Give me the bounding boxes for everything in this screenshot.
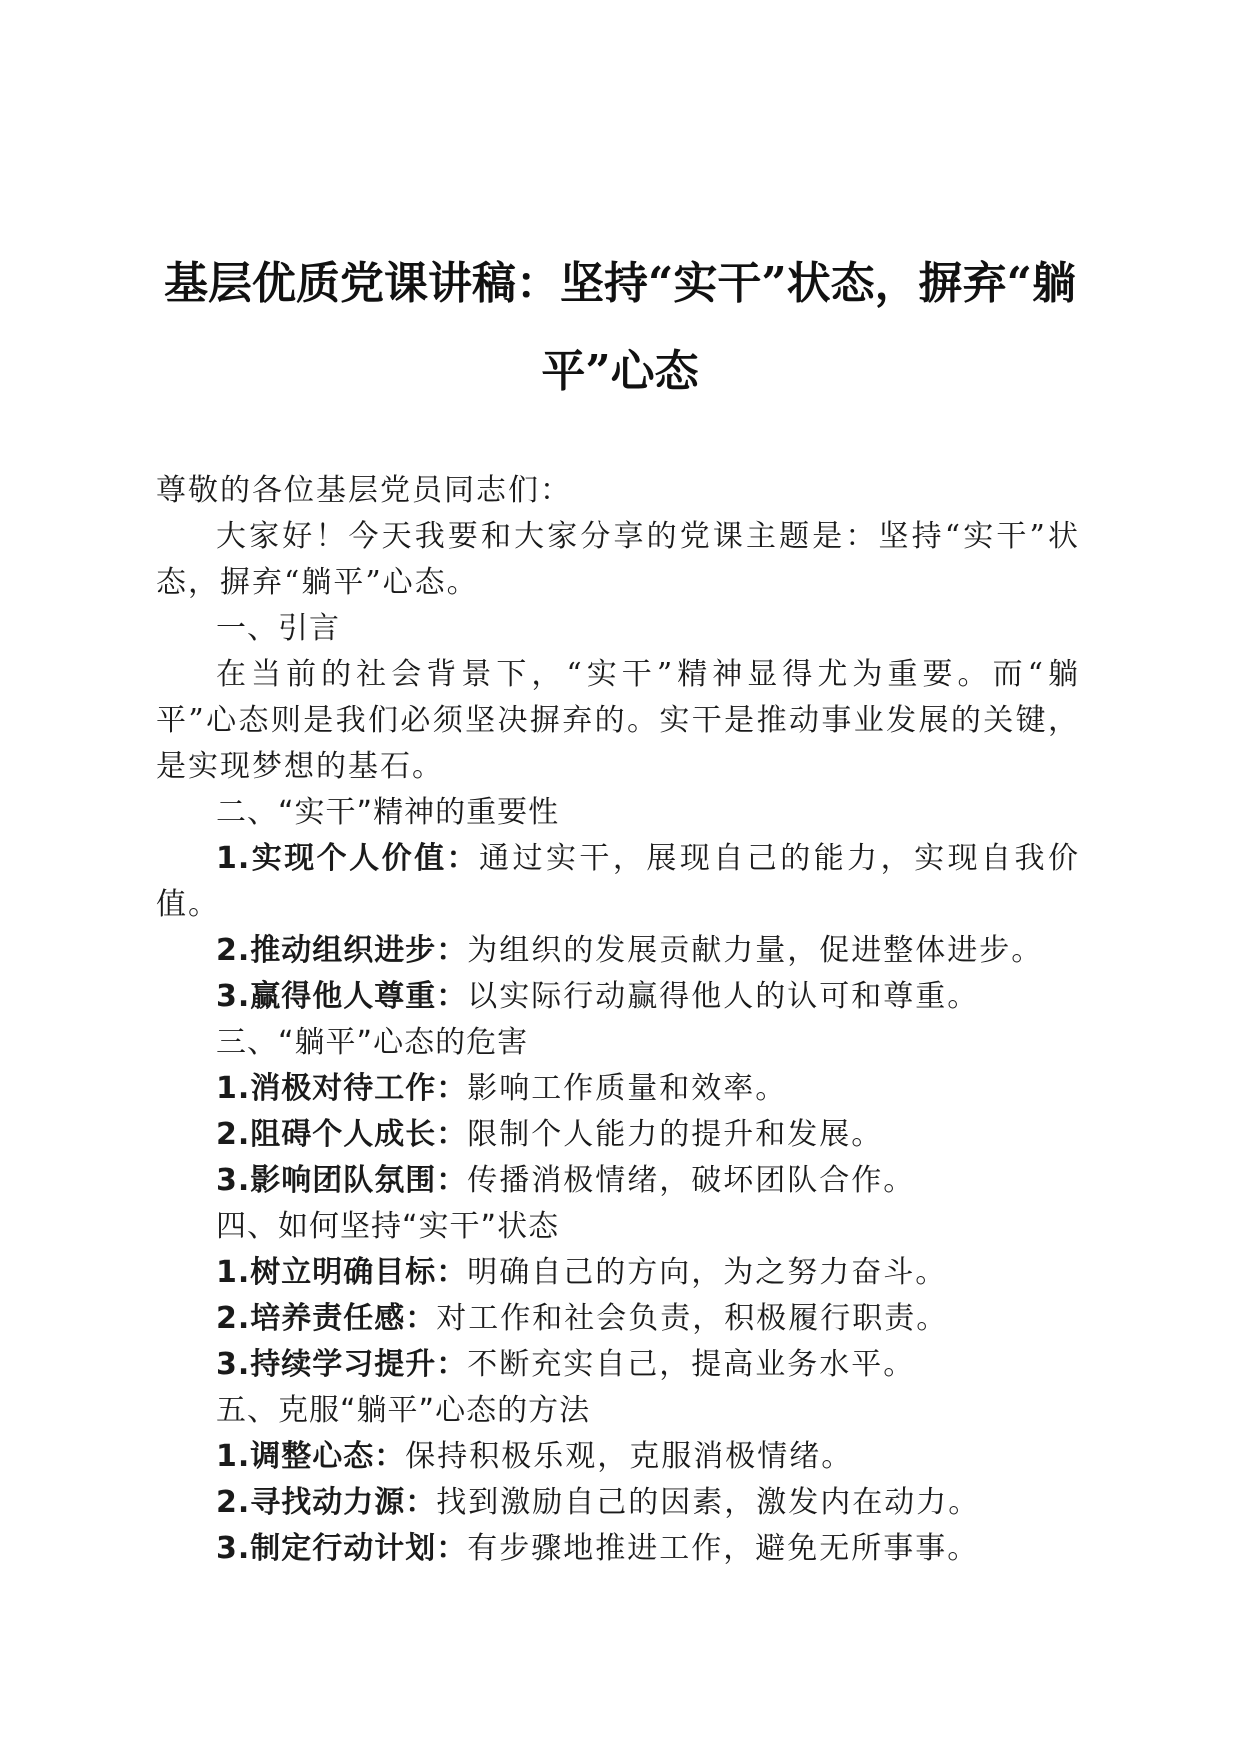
list-item-label: 1.树立明确目标： xyxy=(216,1255,468,1290)
list-item xyxy=(156,1434,1080,1480)
list-item-label: 1.消极对待工作： xyxy=(216,1071,468,1106)
list-item-text: 影响工作质量和效率。 xyxy=(467,1071,788,1106)
list-item xyxy=(156,1526,1080,1572)
list-item-text: 不断充实自己，提高业务水平。 xyxy=(467,1347,916,1382)
list-item-label: 2.寻找动力源： xyxy=(216,1485,437,1520)
opening-paragraph: 大家好！今天我要和大家分享的党课主题是：坚持“实干”状态，摒弃“躺平”心态。 xyxy=(156,519,1080,600)
list-item-text: 为组织的发展贡献力量，促进整体进步。 xyxy=(467,933,1044,968)
list-item xyxy=(156,1112,1080,1158)
list-item xyxy=(156,1480,1080,1526)
list-item-text: 找到激励自己的因素，激发内在动力。 xyxy=(436,1485,981,1520)
list-item-text: 明确自己的方向，为之努力奋斗。 xyxy=(467,1255,948,1290)
list-item-label: 1.调整心态： xyxy=(216,1439,406,1474)
list-item-text: 保持积极乐观，克服消极情绪。 xyxy=(405,1439,854,1474)
document-title: 基层优质党课讲稿：坚持“实干”状态，摒弃“躺平”心态 xyxy=(164,258,1076,397)
list-item xyxy=(156,1342,1080,1388)
section-heading-harms: 三、“躺平”心态的危害 xyxy=(216,1025,529,1060)
introduction-paragraph: 在当前的社会背景下，“实干”精神显得尤为重要。而“躺平”心态则是我们必须坚决摒弃的。实干是推动事业发展的关键，是实现梦想的基石。 xyxy=(156,657,1080,784)
list-item-text: 对工作和社会负责，积极履行职责。 xyxy=(436,1301,949,1336)
section-heading-how-to-persist: 四、如何坚持“实干”状态 xyxy=(216,1209,560,1244)
list-item-text: 有步骤地推进工作，避免无所事事。 xyxy=(467,1531,980,1566)
list-item-label: 1.实现个人价值： xyxy=(216,841,480,876)
list-item xyxy=(156,928,1080,974)
list-item xyxy=(156,1066,1080,1112)
list-item-text: 限制个人能力的提升和发展。 xyxy=(467,1117,884,1152)
list-item-label: 2.培养责任感： xyxy=(216,1301,437,1336)
list-item-text: 以实际行动赢得他人的认可和尊重。 xyxy=(467,979,980,1014)
list-item xyxy=(156,974,1080,1020)
list-item xyxy=(156,836,1080,928)
list-item-label: 3.影响团队氛围： xyxy=(216,1163,468,1198)
list-item-text: 传播消极情绪，破坏团队合作。 xyxy=(467,1163,916,1198)
section-heading-importance: 二、“实干”精神的重要性 xyxy=(216,795,560,830)
list-item xyxy=(156,1158,1080,1204)
section-heading-methods: 五、克服“躺平”心态的方法 xyxy=(216,1393,591,1428)
document-body xyxy=(156,468,1080,1572)
list-item-label: 3.制定行动计划： xyxy=(216,1531,468,1566)
list-item-text: 通过实干，展现自己的能力，实现自我价值。 xyxy=(156,841,1080,922)
salutation: 尊敬的各位基层党员同志们： xyxy=(156,473,572,508)
list-item-label: 2.阻碍个人成长： xyxy=(216,1117,468,1152)
list-item xyxy=(156,1250,1080,1296)
list-item xyxy=(156,1296,1080,1342)
section-heading-introduction: 一、引言 xyxy=(216,611,340,646)
list-item-label: 3.持续学习提升： xyxy=(216,1347,468,1382)
list-item-label: 3.赢得他人尊重： xyxy=(216,979,468,1014)
list-item-label: 2.推动组织进步： xyxy=(216,933,468,968)
